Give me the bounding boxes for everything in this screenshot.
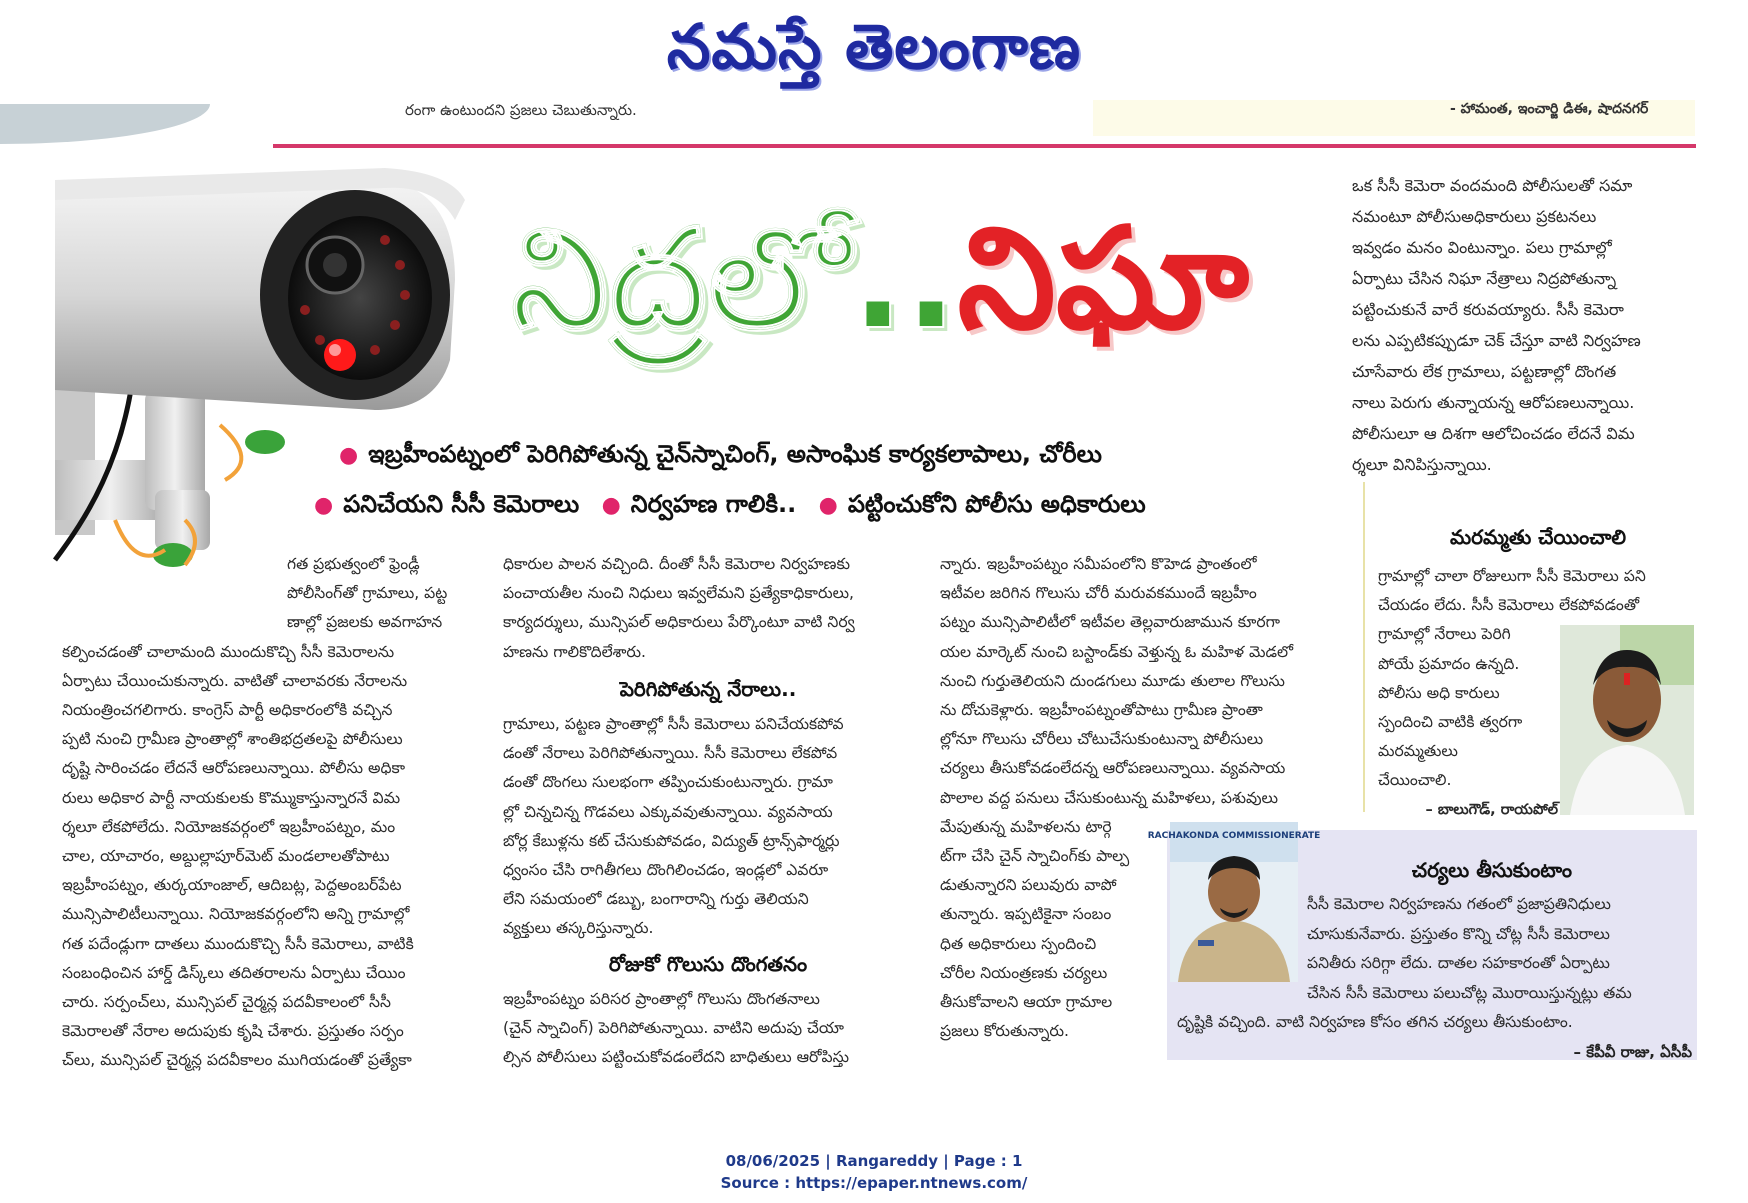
- quote-line: దృష్టికి వచ్చింది. వాటి నిర్వహణ కోసం తగిన చర్యలు తీసుకుంటాం.: [1177, 1013, 1573, 1031]
- bullet-text: ఇబ్రహీంపట్నంలో పెరిగిపోతున్న చైన్‌స్నాచింగ్, అసాంఘిక కార్యకలాపాలు, చోరీలు: [368, 440, 1102, 468]
- column-line: ల్సిన పోలీసులు పట్టించుకోవడంలేదని బాధితులు ఆరోపిస్తు: [503, 1048, 849, 1067]
- subheading: పెరిగిపోతున్న నేరాలు..: [619, 676, 797, 701]
- intro-line: నాలు పెరుగు తున్నాయన్న ఆరోపణలున్నాయి.: [1352, 393, 1635, 412]
- column-line: ఇటీవల జరిగిన గొలుసు చోరీ మరువకముందే ఇబ్రహీం: [940, 584, 1257, 603]
- quote-line: మరమ్మతులు: [1378, 742, 1458, 761]
- column-line: ఏర్పాటు చేయించుకున్నారు. వాటితో చాలావరకు నేరాలను: [62, 671, 408, 690]
- column-line: న్నారు. ఇబ్రహీంపట్నం సమీపంలోని కొహెడ ప్రాంతంలో: [940, 555, 1257, 573]
- column-line: ధిత అధికారులు స్పందించి: [940, 934, 1097, 953]
- masthead: [0, 0, 1748, 100]
- quote-line: చేసిన సీసీ కెమెరాలు పలుచోట్ల మొరాయిస్తున్నట్లు తమ: [1307, 983, 1632, 1002]
- column-line: ఇబ్రహీంపట్నం పరిసర ప్రాంతాల్లో గొలుసు దొంగతనాలు: [503, 989, 820, 1008]
- column-line: చర్యలు తీసుకోవడంలేదన్న ఆరోపణలున్నాయి. వ్యవసాయ: [940, 759, 1286, 778]
- column-line: యల మార్కెట్ నుంచి బస్టాండ్‌కు వెళ్తున్న ఓ మహిళ మెడలో: [940, 642, 1294, 661]
- column-line: పొలాల వద్ద పనులు చేసుకుంటున్న మహిళలు, పశువులు: [940, 788, 1278, 807]
- column-line: కెమెరాలతో నేరాల అదుపుకు కృషి చేశారు. ప్రస్తుతం సర్పం: [62, 1022, 404, 1041]
- section-divider: [273, 144, 1696, 148]
- decorative-swoosh: [0, 104, 210, 144]
- quote-line: పోయే ప్రమాదం ఉన్నది.: [1378, 654, 1520, 673]
- column-line: కార్యదర్శులు, మున్సిపల్ అధికారులు పేర్కొంటూ వాటి నిర్వ: [503, 613, 855, 632]
- column-line: నియంత్రించగలిగారు. కాంగ్రెస్ పార్టీ అధికారంలోకి వచ్చిన: [62, 701, 393, 720]
- person-photo-balu-goud: [1560, 625, 1694, 815]
- bullet-icon: ●: [601, 493, 621, 518]
- bullet-icon: ●: [314, 493, 334, 518]
- bullet-text: నిర్వహణ గాలికి..: [630, 490, 797, 518]
- quote-line: గ్రామాల్లో చాలా రోజులుగా సీసీ కెమెరాలు పని: [1378, 567, 1646, 585]
- person-photo-acp: [1147, 822, 1321, 982]
- headline-part1: నిద్రలో: [510, 198, 852, 361]
- column-line: గత పదేండ్లుగా దాతలు ముందుకొచ్చి సీసీ కెమెరాలు, వాటికి: [62, 934, 414, 953]
- column-line: దృష్టి సారించడం లేదనే ఆరోపణలున్నాయి. పోలీసు అధికా: [62, 759, 405, 778]
- column-line: ల్లో చిన్నచిన్న గొడవలు ఎక్కువవుతున్నాయి. వ్యవసాయ: [503, 802, 833, 821]
- column-line: ట్‌గా చేసి చైన్ స్నాచింగ్‌కు పాల్ప: [940, 847, 1130, 866]
- column-line: ర్శలూ లేకపోలేదు. నియోజకవర్గంలో ఇబ్రహీంపట్నం, మం: [62, 817, 396, 836]
- column-line: ప్పటి నుంచి గ్రామీణ ప్రాంతాల్లో శాంతిభద్రతలపై పోలీసులు: [62, 730, 403, 749]
- intro-line: లను ఎప్పటికప్పుడూ చెక్ చేస్తూ వాటి నిర్వహణ: [1352, 331, 1641, 350]
- column-line: మున్సిపాలిటీలున్నాయి. నియోజకవర్గంలోని అన్ని గ్రామాల్లో: [62, 905, 410, 924]
- quote-body-action-last: [1177, 1008, 1692, 1067]
- column-line: పంచాయతీల నుంచి నిధులు ఇవ్వలేమని ప్రత్యేకాధికారులు,: [503, 584, 855, 603]
- bullet-icon: ●: [818, 493, 838, 518]
- quote-line: స్పందించి వాటికి త్వరగా: [1378, 713, 1523, 732]
- bullet-icon: ●: [339, 443, 359, 468]
- quote-line: చేయడం లేదు. సీసీ కెమెరాలు లేకపోవడంతో: [1378, 596, 1640, 615]
- column-line: పోలీసింగ్‌తో గ్రామాలు, పట్ట: [287, 584, 448, 603]
- column-line: మేపుతున్న మహిళలను టార్గె: [940, 817, 1112, 836]
- intro-line: నమంటూ పోలీసుఅధికారులు ప్రకటనలు: [1352, 207, 1597, 226]
- column-line: డంతో నేరాలు పెరిగిపోతున్నాయి. సీసీ కెమెరాలు లేకపోవ: [503, 744, 838, 763]
- bullet-line-2: [300, 490, 1146, 524]
- column-line: రులు అధికార పార్టీ నాయకులకు కొమ్ముకాస్తున్నారనే విమ: [62, 788, 401, 807]
- quote-title: చర్యలు తీసుకుంటాం: [1411, 858, 1573, 882]
- intro-line: ఒక సీసీ కెమెరా వందమంది పోలీసులతో సమా: [1352, 176, 1633, 195]
- intro-line: పట్టించుకునే వారే కరువయ్యారు. సీసీ కెమెరా: [1352, 300, 1624, 319]
- column-line: తీసుకోవాలని ఆయా గ్రామాల: [940, 993, 1113, 1012]
- column-line: హణను గాలికొదిలేశారు.: [503, 642, 647, 661]
- quote-credit: – బాలుగౌడ్, రాయపోల్: [1425, 801, 1558, 818]
- column-line: సంబంధించిన హార్డ్ డిస్క్‌లు తదితరాలను ఏర్పాటు చేయిం: [62, 963, 406, 982]
- quote-line: సీసీ కెమెరాల నిర్వహణను గతంలో ప్రజాప్రతినిధులు: [1307, 895, 1611, 913]
- newspaper-logo: నమస్తే తెలంగాణ: [666, 10, 1082, 83]
- intro-line: ర్శలూ వినిపిస్తున్నాయి.: [1352, 455, 1492, 474]
- column-divider: [1363, 482, 1365, 812]
- quote-title: మరమ్మతు చేయించాలి: [1449, 525, 1627, 549]
- badge-text: RACHAKONDA COMMISSIONERATE: [1147, 831, 1321, 841]
- quote-line: చూసుకునేవారు. ప్రస్తుతం కొన్ని చోట్ల సీసీ కెమెరాలు: [1307, 924, 1610, 943]
- intro-line: ఇవ్వడం మనం వింటున్నాం. పలు గ్రామాల్లో: [1352, 238, 1612, 257]
- column-line: బోర్ల కేబుళ్లను కట్ చేసుకుపోవడం, విద్యుత్ ట్రాన్స్‌ఫార్మర్లు: [503, 831, 840, 850]
- quote-credit: – కేపీవీ రాజు, ఏసీపీ: [1573, 1042, 1692, 1061]
- column-line: గ్రామాలు, పట్టణ ప్రాంతాల్లో సీసీ కెమెరాలు పనిచేయకపోవ: [503, 715, 844, 734]
- quote-line: పనితీరు సరిగ్గా లేదు. దాతల సహకారంతో ఏర్పాటు: [1307, 954, 1610, 972]
- column-line: చోరీల నియంత్రణకు చర్యలు: [940, 963, 1108, 982]
- headline-part2: నిఘా: [957, 198, 1249, 361]
- column-line: లేని సమయంలో డబ్బు, బంగారాన్ని గుర్తు తెలియని: [503, 890, 809, 909]
- page-footer: [0, 1150, 1748, 1194]
- column-line: వ్యక్తులు తస్కరిస్తున్నారు.: [503, 919, 654, 938]
- column-line: నుంచి గుర్తుతెలియని దుండగులు మూడు తులాల గొలుసు: [940, 671, 1285, 690]
- column-line: ఇబ్రహీంపట్నం, తుర్కయాంజాల్, ఆదిబట్ల, పెద్దఅంబర్‌పేట: [62, 876, 402, 895]
- subheading: రోజుకో గొలుసు దొంగతనం: [608, 951, 808, 976]
- column-line: ల్లోనూ గొలుసు చోరీలు చోటుచేసుకుంటున్నా పోలీసులు: [940, 730, 1264, 749]
- column-line: ప్రజలు కోరుతున్నారు.: [940, 1022, 1070, 1041]
- column-line: ధ్వంసం చేసి రాగితీగలు దొంగిలించడం, ఇండ్లలో ఎవరూ: [503, 861, 829, 880]
- intro-line: పోలీసులూ ఆ దిశగా ఆలోచించడం లేదనే విమ: [1352, 424, 1635, 443]
- footer-edition: 08/06/2025 | Rangareddy | Page : 1: [725, 1152, 1023, 1170]
- column-line: చాల, యాచారం, అబ్దుల్లాపూర్‌మెట్ మండలాలతోపాటు: [62, 847, 390, 866]
- column-line: (చైన్ స్నాచింగ్) పెరిగిపోతున్నాయి. వాటిని అదుపు చేయా: [503, 1019, 844, 1038]
- column-line: కల్పించడంతో చాలామంది ముందుకొచ్చి సీసీ కెమెరాలను: [62, 642, 395, 661]
- article-column-2: [503, 550, 913, 1072]
- intro-paragraph: [1352, 170, 1692, 511]
- column-line: ధికారుల పాలన వచ్చింది. దీంతో సీసీ కెమెరాల నిర్వహణకు: [503, 555, 850, 573]
- column-line: చ్‌లు, మున్సిపల్ చైర్మన్ల పదవీకాలం ముగియడంతో ప్రత్యేకా: [62, 1051, 412, 1070]
- bullet-text: పనిచేయని సీసీ కెమెరాలు: [343, 490, 580, 518]
- headline: [510, 198, 1249, 361]
- column-line: ను దోచుకెళ్లారు. ఇబ్రహీంపట్నంతోపాటు గ్రామీణ ప్రాంతా: [940, 701, 1263, 720]
- column-line: తున్నారు. ఇప్పటికైనా సంబం: [940, 905, 1112, 924]
- quote-body-action: [1307, 890, 1692, 1008]
- intro-line: చూసేవారు లేక గ్రామాలు, పట్టణాల్లో దొంగత: [1352, 362, 1617, 381]
- intro-line: ఏర్పాటు చేసిన నిఘా నేత్రాలు నిద్రపోతున్నా: [1352, 269, 1617, 288]
- quote-line: చేయించాలి.: [1378, 771, 1452, 790]
- column-line: గత ప్రభుత్వంలో ఫ్రెండ్లీ: [287, 555, 420, 573]
- previous-article-text: రంగా ఉంటుందని ప్రజలు చెబుతున్నారు.: [405, 101, 637, 119]
- bullet-line-1: [325, 440, 1102, 474]
- quote-line: పోలీసు అధి కారులు: [1378, 683, 1500, 702]
- column-line: డంతో దొంగలు సులభంగా తప్పించుకుంటున్నారు. గ్రామా: [503, 773, 833, 792]
- cctv-camera-illustration: [55, 160, 525, 610]
- headline-dots: ..: [851, 198, 958, 361]
- column-line: చారు. సర్పంచ్‌లు, మున్సిపల్ చైర్మన్ల పదవీకాలంలో సీసీ: [62, 993, 391, 1012]
- column-line: పట్నం మున్సిపాలిటీలో ఇటీవల తెల్లవారుజామున కూరగా: [940, 613, 1280, 632]
- quote-line: గ్రామాల్లో నేరాలు పెరిగి: [1378, 625, 1511, 644]
- previous-article-credit: - హామంత, ఇంచార్జి డిఈ, షాదనగర్: [1450, 101, 1649, 117]
- article-column-1: [62, 550, 492, 1076]
- bullet-text: పట్టించుకోని పోలీసు అధికారులు: [847, 490, 1146, 518]
- column-line: డుతున్నారని పలువురు వాపో: [940, 876, 1117, 895]
- footer-source[interactable]: Source : https://epaper.ntnews.com/: [720, 1174, 1028, 1192]
- column-line: ణాల్లో ప్రజలకు అవగాహన: [287, 613, 443, 632]
